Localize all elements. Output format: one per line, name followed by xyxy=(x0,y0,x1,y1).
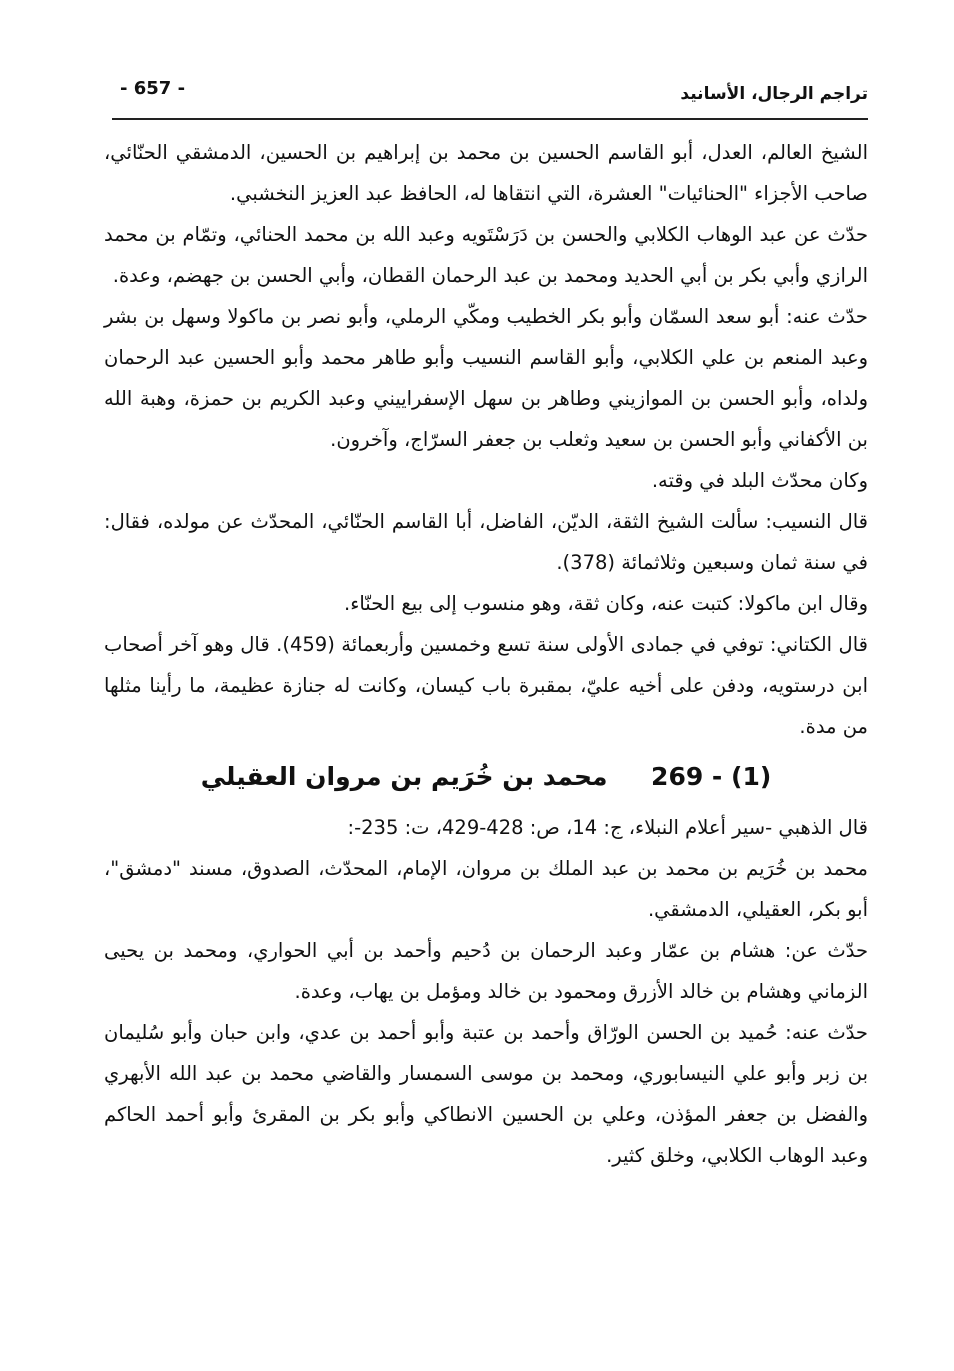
running-title: تراجم الرجال، الأسانيد xyxy=(680,84,868,104)
page-number: - 657 - xyxy=(120,78,186,99)
entry-number: 269 - (1) xyxy=(651,762,772,791)
paragraph: وكان محدّث البلد في وقته. xyxy=(651,469,868,492)
paragraph: محمد بن خُرَيم بن محمد بن عبد الملك بن مروان، الإمام، المحدّث، الصدوق، مسند "دمشق"، أبو بكر، العقيلي، الدمشقي. xyxy=(104,857,868,921)
paragraph: حدّث عنه: أبو سعد السمّان وأبو بكر الخطيب ومكّي الرملي، وأبو نصر بن ماكولا وسهل بن بشر وعبد المنعم بن علي الكلابي، وأبو القاسم النسيب وأبو طاهر محمد وأبو الحسين عبد الرحمان ولداه، وأبو الحسن بن الموازيني وطاهر بن سهل الإسفراييني وعبد الكريم بن حمزة، وهبة الله بن الأكفاني وأبو الحسن بن سعيد وثعلب بن جعفر السرّاج، وآخرون. xyxy=(104,305,868,451)
paragraph: قال النسيب: سألت الشيخ الثقة، الديّن، الفاضل، أبا القاسم الحنّائي، المحدّث عن مولده، فقال: في سنة ثمان وسبعين وثلاثمائة (378). xyxy=(104,510,868,574)
paragraph: قال الكتاني: توفي في جمادى الأولى سنة تسع وخمسين وأربعمائة (459). قال وهو آخر أصحاب ابن درستويه، ودفن على أخيه عليّ، بمقبرة باب كيسان، وكانت له جنازة عظيمة، ما رأينا مثلها من مدة. xyxy=(104,633,868,738)
paragraph: قال الذهبي -سير أعلام النبلاء، ج: 14، ص: 428-429، ت: 235-: xyxy=(347,816,868,839)
entry-name: محمد بن خُرَيم بن مروان العقيلي xyxy=(200,762,608,791)
body-text xyxy=(104,132,868,1176)
paragraph: حدّث عن: هشام بن عمّار وعبد الرحمان بن دُحيم وأحمد بن أبي الحواري، ومحمد بن يحيى الزماني وهشام بن خالد الأزرق ومحمود بن خالد ومؤمل بن يهاب، وعدة. xyxy=(104,939,868,1003)
header-rule xyxy=(112,118,868,120)
paragraph: حدّث عنه: حُميد بن الحسن الورّاق وأحمد بن عتبة وأبو أحمد بن عدي، وابن حبان وأبو سُليمان بن زبر وأبو علي النيسابوري، ومحمد بن موسى السمسار والقاضي محمد بن عبد الله الأبهري والفضل بن جعفر المؤذن، وعلي بن الحسين الانطاكي وأبو بكر بن المقرئ وأبو أحمد الحاكم وعبد الوهاب الكلابي، وخلق كثير. xyxy=(104,1021,868,1167)
paragraph: حدّث عن عبد الوهاب الكلابي والحسن بن دَرَسْتَويه وعبد الله بن محمد الحنائي، وتمّام بن محمد الرازي وأبي بكر بن أبي الحديد ومحمد بن عبد الرحمان القطان، وأبي الحسن بن جهضم، وعدة. xyxy=(104,223,868,287)
paragraph: الشيخ العالم، العدل، أبو القاسم الحسين بن محمد بن إبراهيم بن الحسين، الدمشقي الحنّائي، صاحب الأجزاء "الحنائيات" العشرة، التي انتقاها له، الحافظ عبد العزيز النخشبي. xyxy=(104,141,868,205)
paragraph: وقال ابن ماكولا: كتبت عنه، وكان ثقة، وهو منسوب إلى بيع الحنّاء. xyxy=(344,592,868,615)
page-header xyxy=(108,72,868,112)
entry-heading xyxy=(104,747,868,807)
